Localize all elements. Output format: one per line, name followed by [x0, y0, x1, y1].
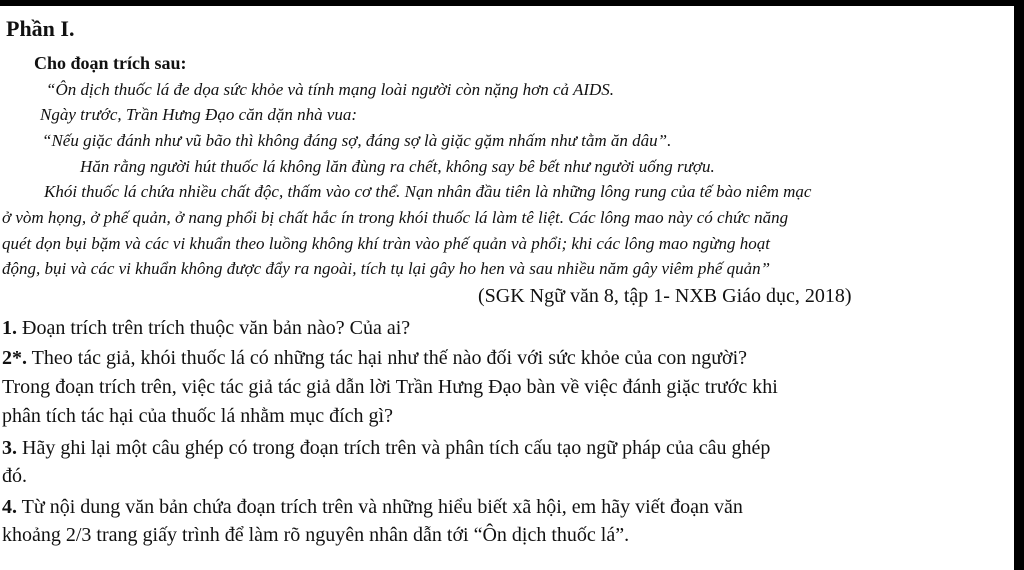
question-text: Đoạn trích trên trích thuộc văn bản nào? Của ai? — [22, 317, 411, 339]
excerpt-line: ở vòm họng, ở phế quản, ở nang phổi bị chất hắc ín trong khói thuốc lá làm tê liệt. Các lông mao này có chức năng — [2, 208, 789, 227]
question-1 — [2, 318, 410, 338]
question-text: Từ nội dung văn bản chứa đoạn trích trên và những hiểu biết xã hội, em hãy viết đoạn văn — [21, 496, 743, 518]
question-2-continued: Trong đoạn trích trên, việc tác giả tác giả dẫn lời Trần Hưng Đạo bàn về việc đánh giặc trước khi — [2, 376, 778, 398]
document-page — [0, 6, 1014, 570]
excerpt-line: Hăn rằng người hút thuốc lá không lăn đùng ra chết, không say bê bết như người uống rượu. — [80, 157, 715, 176]
question-text: Theo tác giả, khói thuốc lá có những tác hại như thế nào đối với sức khỏe của con người? — [31, 347, 748, 369]
question-number: 1. — [2, 317, 17, 339]
question-4-continued: khoảng 2/3 trang giấy trình để làm rõ nguyên nhân dẫn tới “Ôn dịch thuốc lá”. — [2, 524, 630, 546]
excerpt-line: động, bụi và các vi khuẩn không được đẩy ra ngoài, tích tụ lại gây ho hen và sau nhiều năm gây viêm phế quản” — [2, 259, 771, 278]
source-citation: (SGK Ngữ văn 8, tập 1- NXB Giáo dục, 2018) — [478, 285, 852, 307]
excerpt-line: “Nếu giặc đánh như vũ bão thì không đáng sợ, đáng sợ là giặc gặm nhấm như tằm ăn dâu”. — [42, 131, 672, 150]
question-number: 3. — [2, 437, 17, 459]
question-number: 2*. — [2, 347, 27, 369]
question-3 — [2, 438, 770, 458]
question-4 — [2, 497, 743, 517]
section-heading: Phần I. — [6, 16, 75, 41]
excerpt-line: Ngày trước, Trần Hưng Đạo căn dặn nhà vua: — [40, 105, 358, 124]
question-number: 4. — [2, 496, 17, 518]
question-2 — [2, 348, 747, 368]
question-3-continued: đó. — [2, 465, 27, 487]
question-2-continued: phân tích tác hại của thuốc lá nhằm mục đích gì? — [2, 405, 393, 427]
excerpt-intro: Cho đoạn trích sau: — [34, 53, 187, 73]
question-text: Hãy ghi lại một câu ghép có trong đoạn trích trên và phân tích cấu tạo ngữ pháp của câu ghép — [22, 437, 771, 459]
excerpt-line: “Ôn dịch thuốc lá đe dọa sức khỏe và tính mạng loài người còn nặng hơn cả AIDS. — [46, 80, 615, 99]
excerpt-line: quét dọn bụi bặm và các vi khuẩn theo luồng không khí tràn vào phế quản và phổi; khi các lông mao ngừng hoạt — [2, 234, 770, 253]
excerpt-line: Khói thuốc lá chứa nhiều chất độc, thấm vào cơ thể. Nạn nhân đầu tiên là những lông rung của tế bào niêm mạc — [44, 182, 812, 201]
